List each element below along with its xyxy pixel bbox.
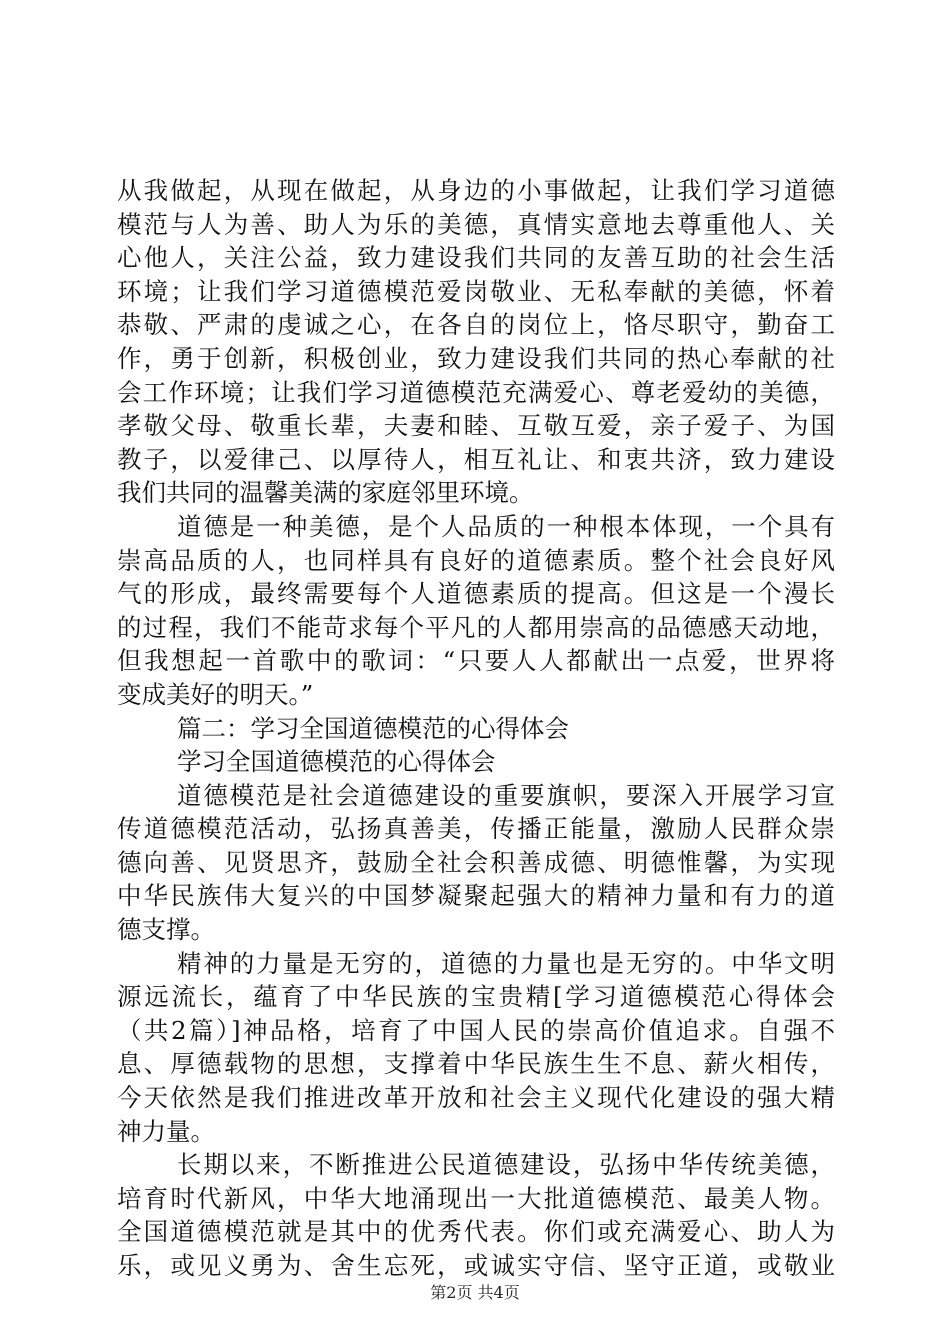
body-text [117, 174, 835, 1283]
text-line: 我们共同的温馨美满的家庭邻里环境。 [117, 478, 534, 508]
text-line: 中华民族伟大复兴的中国梦凝聚起强大的精神力量和有力的道 [117, 881, 835, 911]
text-line: 崇高品质的人，也同样具有良好的道德素质。整个社会良好风 [117, 545, 835, 575]
text-line: 气的形成，最终需要每个人道德素质的提高。但这是一个漫长 [117, 579, 835, 609]
text-line: 道德模范是社会道德建设的重要旗帜，要深入开展学习宣 [177, 780, 835, 810]
text-line: 环境；让我们学习道德模范爱岗敬业、无私奉献的美德，怀着 [117, 276, 835, 306]
text-line: 全国道德模范就是其中的优秀代表。你们或充满爱心、助人为 [117, 1217, 835, 1247]
text-line: 心他人，关注公益，致力建设我们共同的友善互助的社会生活 [117, 243, 835, 273]
text-line: 作，勇于创新，积极创业，致力建设我们共同的热心奉献的社 [117, 343, 835, 373]
text-line: 会工作环境；让我们学习道德模范充满爱心、尊老爱幼的美德， [117, 377, 835, 407]
text-line: 的过程，我们不能苛求每个平凡的人都用崇高的品德感天动地， [117, 612, 835, 642]
text-line: 培育时代新风，中华大地涌现出一大批道德模范、最美人物。 [117, 1183, 835, 1213]
text-line: 源远流长，蕴育了中华民族的宝贵精[学习道德模范心得体会 [117, 982, 835, 1012]
text-line: 息、厚德载物的思想，支撑着中华民族生生不息、薪火相传， [117, 1049, 835, 1079]
text-line: 德支撑。 [117, 915, 215, 945]
text-line: 从我做起，从现在做起，从身边的小事做起，让我们学习道德 [117, 176, 835, 205]
text-line: 乐，或见义勇为、舍生忘死，或诚实守信、坚守正道，或敬业 [117, 1251, 835, 1280]
text-line: 道德是一种美德，是个人品质的一种根本体现，一个具有 [177, 511, 835, 541]
text-line: 教子，以爱律己、以厚待人，相互礼让、和衷共济，致力建设 [117, 444, 835, 474]
page-footer: 第2页 共4页 [430, 1283, 520, 1302]
text-line: 德向善、见贤思齐，鼓励全社会积善成德、明德惟馨，为实现 [117, 847, 835, 877]
text-line: 今天依然是我们推进改革开放和社会主义现代化建设的强大精 [117, 1083, 835, 1113]
text-line: 传道德模范活动，弘扬真善美，传播正能量，激励人民群众崇 [117, 814, 835, 844]
text-line: 学习全国道德模范的心得体会 [177, 747, 496, 777]
text-line: 篇二：学习全国道德模范的心得体会 [177, 713, 569, 743]
text-line: 精神的力量是无穷的，道德的力量也是无穷的。中华文明 [177, 948, 835, 978]
text-line: 孝敬父母、敬重长辈，夫妻和睦、互敬互爱，亲子爱子、为国 [117, 411, 835, 441]
text-line: 恭敬、严肃的虔诚之心，在各自的岗位上，恪尽职守，勤奋工 [117, 310, 835, 340]
text-line: 神力量。 [117, 1116, 215, 1146]
text-line: 模范与人为善、助人为乐的美德，真情实意地去尊重他人、关 [117, 209, 835, 239]
text-line: 长期以来，不断推进公民道德建设，弘扬中华传统美德， [177, 1150, 835, 1180]
text-line: 但我想起一首歌中的歌词：“只要人人都献出一点爱，世界将 [117, 646, 835, 676]
text-line: （共2篇）]神品格，培育了中国人民的崇高价值追求。自强不 [117, 1015, 835, 1045]
text-line: 变成美好的明天。” [117, 679, 314, 709]
